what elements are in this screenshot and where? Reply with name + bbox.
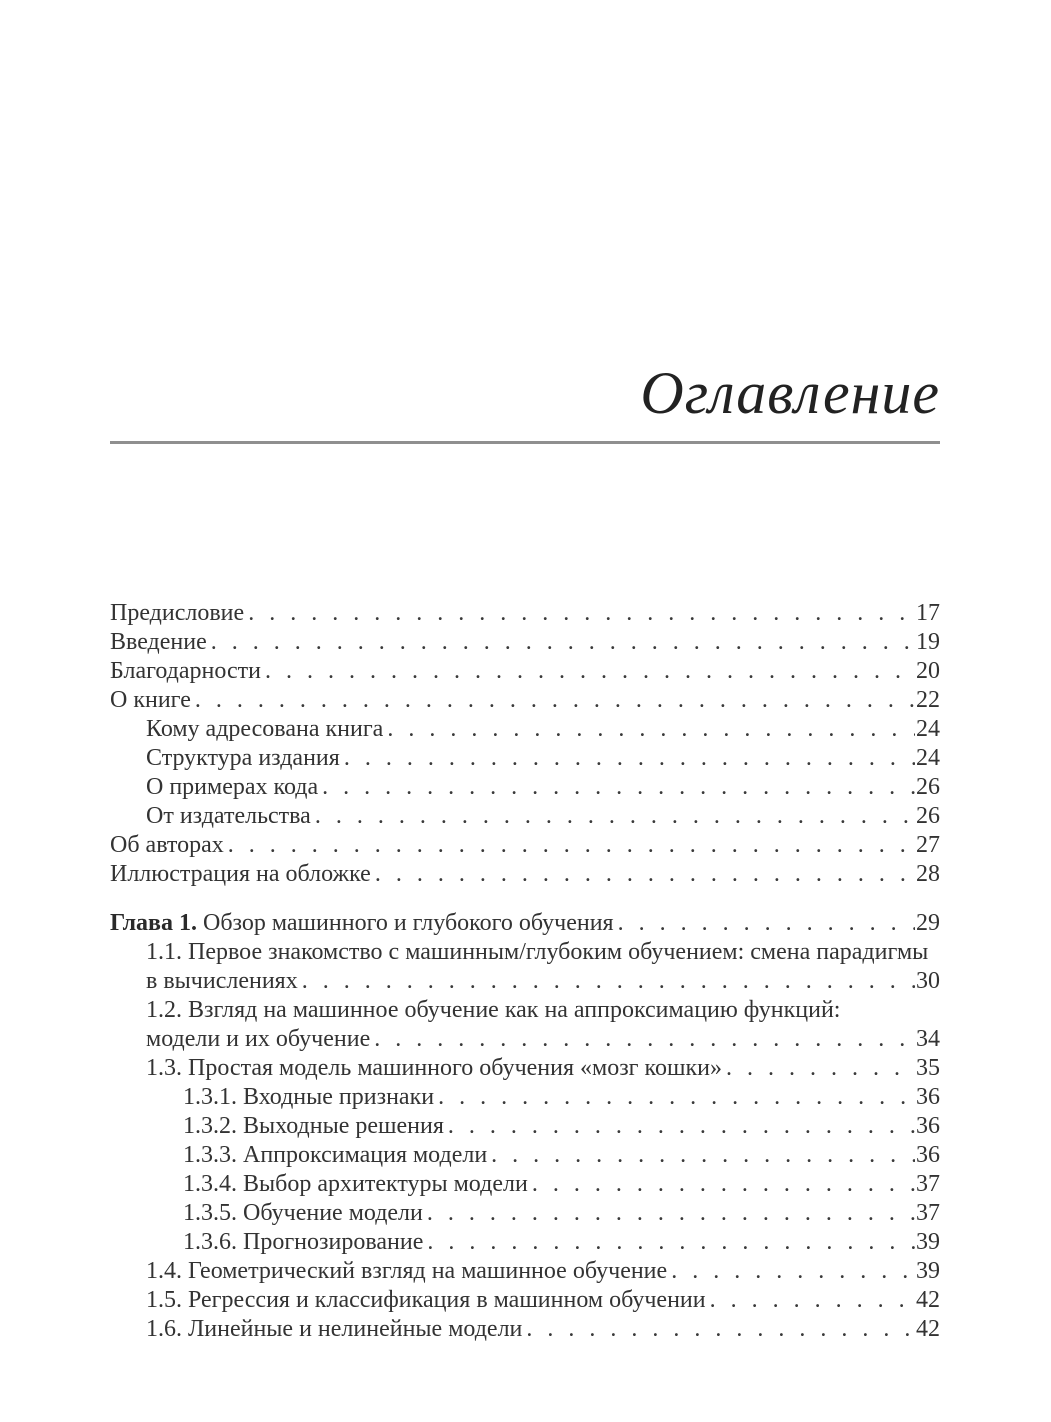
leader-dots (261, 657, 915, 686)
toc-entry (110, 1054, 940, 1083)
leader-dots (191, 686, 915, 715)
toc-entry (110, 1257, 940, 1286)
entry-page: 27 (916, 832, 940, 858)
entry-title: От издательства (146, 803, 311, 829)
entry-title: О книге (110, 687, 191, 713)
leader-dots (318, 773, 915, 802)
leader-dots (706, 1286, 915, 1315)
leader-dots (207, 628, 915, 657)
leader-dots (244, 599, 915, 628)
toc-entry-line1 (110, 996, 940, 1025)
entry-page: 24 (916, 716, 940, 742)
entry-page: 39 (916, 1258, 940, 1284)
entry-page: 42 (916, 1316, 940, 1342)
entry-page: 29 (916, 910, 940, 936)
leader-dots (371, 860, 915, 889)
leader-dots (224, 831, 915, 860)
toc-entry-line1 (110, 938, 940, 967)
leader-dots (311, 802, 915, 831)
entry-page: 36 (916, 1142, 940, 1168)
leader-dots (522, 1315, 915, 1344)
leader-dots (298, 967, 915, 996)
leader-dots (667, 1257, 915, 1286)
toc-entry (110, 628, 940, 657)
entry-title: Структура издания (146, 745, 340, 771)
entry-page: 37 (916, 1171, 940, 1197)
entry-title: Иллюстрация на обложке (110, 861, 371, 887)
toc-entry (110, 657, 940, 686)
leader-dots (423, 1199, 915, 1228)
entry-title: Об авторах (110, 832, 224, 858)
entry-title-continued: модели и их обучение (146, 1026, 371, 1052)
entry-title-continued: в вычислениях (146, 968, 298, 994)
leader-dots (487, 1141, 915, 1170)
toc-entry-line2 (110, 967, 940, 996)
toc-entry-chapter (110, 909, 940, 938)
entry-page: 26 (916, 774, 940, 800)
toc-entry (110, 1315, 940, 1344)
toc-entry (110, 831, 940, 860)
entry-title: О примерах кода (146, 774, 319, 800)
entry-title: 1.3. Простая модель машинного обучения «мозг кошки» (146, 1055, 722, 1081)
toc-entry (110, 599, 940, 628)
chapter-label: Глава 1. (110, 910, 203, 936)
entry-page: 20 (916, 658, 940, 684)
entry-title: 1.3.6. Прогнозирование (183, 1229, 424, 1255)
leader-dots (383, 715, 915, 744)
entry-title: Обзор машинного и глубокого обучения (203, 910, 614, 936)
entry-page: 17 (916, 600, 940, 626)
entry-title: 1.2. Взгляд на машинное обучение как на аппроксимацию функций: (146, 997, 841, 1023)
entry-title: 1.3.2. Выходные решения (183, 1113, 444, 1139)
leader-dots (370, 1025, 915, 1054)
toc-entry (110, 1170, 940, 1199)
entry-page: 26 (916, 803, 940, 829)
toc-entry (110, 1083, 940, 1112)
page-content (110, 0, 940, 1344)
entry-page: 24 (916, 745, 940, 771)
entry-page: 19 (916, 629, 940, 655)
leader-dots (528, 1170, 915, 1199)
toc-entry (110, 1112, 940, 1141)
title-rule (110, 441, 940, 444)
toc-entry (110, 1228, 940, 1257)
leader-dots (340, 744, 915, 773)
entry-title: Благодарности (110, 658, 261, 684)
entry-title: 1.3.1. Входные признаки (183, 1084, 435, 1110)
entry-page: 37 (916, 1200, 940, 1226)
entry-page: 36 (916, 1113, 940, 1139)
leader-dots (614, 909, 915, 938)
entry-title: 1.5. Регрессия и классификация в машинном обучении (146, 1287, 706, 1313)
entry-page: 30 (916, 968, 940, 994)
leader-dots (423, 1228, 915, 1257)
entry-title: Введение (110, 629, 207, 655)
leader-dots (444, 1112, 915, 1141)
entry-title: Предисловие (110, 600, 245, 626)
entry-page: 36 (916, 1084, 940, 1110)
toc-entry (110, 860, 940, 889)
entry-title: 1.6. Линейные и нелинейные модели (146, 1316, 523, 1342)
toc-entry (110, 686, 940, 715)
toc-entry (110, 715, 940, 744)
leader-dots (434, 1083, 915, 1112)
leader-dots (722, 1054, 915, 1083)
entry-page: 28 (916, 861, 940, 887)
entry-title: 1.1. Первое знакомство с машинным/глубоким обучением: смена парадигмы (146, 939, 929, 965)
toc-entry (110, 1286, 940, 1315)
toc-entry (110, 802, 940, 831)
entry-title: 1.3.3. Аппроксимация модели (183, 1142, 488, 1168)
toc-entry (110, 773, 940, 802)
entry-page: 39 (916, 1229, 940, 1255)
entry-title: 1.4. Геометрический взгляд на машинное обучение (146, 1258, 668, 1284)
entry-page: 34 (916, 1026, 940, 1052)
toc-entry (110, 1141, 940, 1170)
entry-title: 1.3.4. Выбор архитектуры модели (183, 1171, 528, 1197)
entry-page: 35 (916, 1055, 940, 1081)
entry-title: Кому адресована книга (146, 716, 384, 742)
entry-title: 1.3.5. Обучение модели (183, 1200, 423, 1226)
entry-page: 42 (916, 1287, 940, 1313)
toc-entry-line2 (110, 1025, 940, 1054)
entry-page: 22 (916, 687, 940, 713)
page-title: Оглавление (640, 360, 940, 426)
toc-list (110, 599, 940, 1344)
toc-entry (110, 1199, 940, 1228)
toc-entry (110, 744, 940, 773)
